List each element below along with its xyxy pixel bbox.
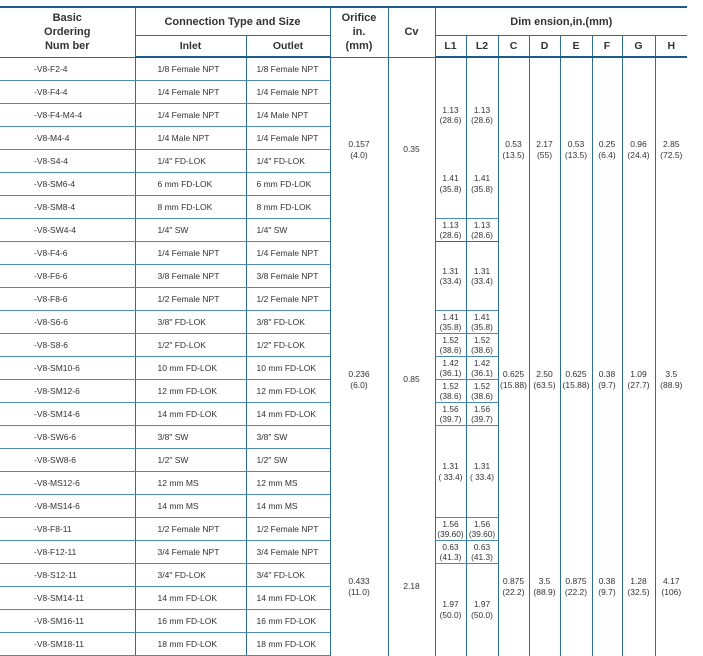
dim-e-value (560, 242, 592, 518)
orifice-mm: (11.0) (348, 586, 370, 597)
ordering-number: -V8-SW8-6 (0, 449, 135, 472)
dim-c-value (498, 518, 529, 656)
outlet-connection: 12 mm FD-LOK (246, 380, 330, 403)
dim-g-value (622, 57, 655, 242)
l1-value (435, 311, 466, 334)
inlet-connection: 1/4 Female NPT (135, 81, 246, 104)
cv-value: 0.85 (388, 242, 435, 518)
l2-value (466, 564, 498, 656)
l2-value (466, 334, 498, 357)
dim-h-value (655, 242, 687, 518)
outlet-connection: 16 mm FD-LOK (246, 610, 330, 633)
inlet-connection: 1/2 Female NPT (135, 288, 246, 311)
dim-h-value (655, 57, 687, 242)
l1-value (435, 219, 466, 242)
inlet-connection: 10 mm FD-LOK (135, 357, 246, 380)
l2-value (466, 150, 498, 219)
l2-mm: (36.1) (471, 368, 493, 378)
l2-value (466, 311, 498, 334)
header-g: G (622, 36, 655, 58)
l2-mm: (28.6) (471, 115, 493, 125)
l2-mm: (35.8) (471, 183, 493, 194)
dim-c-in: 0.53 (505, 138, 522, 149)
l1-in: 1.56 (442, 403, 459, 414)
dim-d-value (529, 518, 560, 656)
inlet-connection: 1/2 Female NPT (135, 518, 246, 541)
inlet-connection: 18 mm FD-LOK (135, 633, 246, 656)
ordering-number: -V8-SM14-11 (0, 587, 135, 610)
ordering-number: -V8-SW6-6 (0, 426, 135, 449)
l1-in: 1.97 (442, 599, 459, 610)
ordering-number: -V8-SM14-6 (0, 403, 135, 426)
ordering-number: -V8-SM12-6 (0, 380, 135, 403)
l2-mm: (50.0) (471, 609, 493, 620)
inlet-connection: 16 mm FD-LOK (135, 610, 246, 633)
l1-in: 1.52 (442, 334, 459, 345)
outlet-connection: 3/8" SW (246, 426, 330, 449)
l1-in: 1.13 (442, 219, 459, 230)
dim-e-value (560, 57, 592, 242)
inlet-connection: 12 mm MS (135, 472, 246, 495)
dim-f-value (592, 242, 622, 518)
header-basic-ordering: Basic Ordering Num ber (0, 7, 135, 57)
l2-mm: (38.6) (471, 345, 493, 355)
outlet-connection: 12 mm MS (246, 472, 330, 495)
l1-mm: (39.7) (439, 414, 462, 424)
l1-value (435, 564, 466, 656)
l1-mm: (35.8) (439, 322, 462, 332)
inlet-connection: 1/4" SW (135, 219, 246, 242)
inlet-connection: 8 mm FD-LOK (135, 196, 246, 219)
header-inlet: Inlet (135, 36, 246, 58)
dim-d-value (529, 242, 560, 518)
orifice-mm: (6.0) (350, 379, 368, 390)
dim-f-mm: (6.4) (598, 149, 616, 160)
dim-e-in: 0.53 (567, 138, 585, 149)
l2-in: 1.56 (473, 518, 491, 529)
l2-mm: (39.7) (471, 414, 493, 424)
l2-mm: ( 33.4) (470, 471, 494, 482)
l1-value (435, 150, 466, 219)
inlet-connection: 14 mm MS (135, 495, 246, 518)
outlet-connection: 1/2" SW (246, 449, 330, 472)
inlet-connection: 1/8 Female NPT (135, 57, 246, 81)
l2-mm: (33.4) (471, 276, 493, 286)
ordering-number: -V8-F4-6 (0, 242, 135, 265)
ordering-number: -V8-M4-4 (0, 127, 135, 150)
l1-mm: (35.8) (439, 183, 462, 194)
l2-in: 1.97 (473, 599, 491, 610)
l1-in: 1.56 (442, 518, 459, 529)
dim-d-in: 3.5 (538, 575, 551, 586)
dim-h-value (655, 518, 687, 656)
inlet-connection: 14 mm FD-LOK (135, 587, 246, 610)
ordering-number: -V8-F8-6 (0, 288, 135, 311)
l1-in: 1.52 (442, 380, 459, 391)
inlet-connection: 3/8" FD-LOK (135, 311, 246, 334)
ordering-number: -V8-F8-11 (0, 518, 135, 541)
ordering-number: -V8-SM6-4 (0, 173, 135, 196)
dim-h-mm: (72.5) (660, 149, 683, 160)
header-orifice: Orifice in.(mm) (330, 7, 388, 57)
ordering-number: -V8-F4-M4-4 (0, 104, 135, 127)
inlet-connection: 3/4" FD-LOK (135, 564, 246, 587)
l1-mm: (36.1) (439, 368, 462, 378)
dim-e-in: 0.625 (565, 368, 587, 379)
dim-e-mm: (13.5) (564, 149, 588, 160)
dim-f-in: 0.38 (598, 368, 616, 379)
dim-e-mm: (22.2) (564, 586, 588, 597)
dim-c-mm: (15.88) (500, 379, 527, 390)
header-l1: L1 (435, 36, 466, 58)
outlet-connection: 1/4" FD-LOK (246, 150, 330, 173)
header-c: C (498, 36, 529, 58)
header-outlet: Outlet (246, 36, 330, 58)
l1-mm: (28.6) (439, 115, 462, 125)
l1-value (435, 541, 466, 564)
l2-mm: (35.8) (471, 322, 493, 332)
dim-d-value (529, 57, 560, 242)
ordering-number: -V8-S6-6 (0, 311, 135, 334)
inlet-connection: 14 mm FD-LOK (135, 403, 246, 426)
inlet-connection: 3/8" SW (135, 426, 246, 449)
dim-g-mm: (27.7) (627, 379, 650, 390)
table-row (0, 242, 687, 265)
ordering-number: -V8-SW4-4 (0, 219, 135, 242)
l2-in: 1.31 (473, 461, 491, 471)
l2-value (466, 242, 498, 311)
outlet-connection: 1/2 Female NPT (246, 288, 330, 311)
l1-mm: ( 33.4) (438, 471, 463, 482)
dim-c-value (498, 57, 529, 242)
l2-in: 1.56 (473, 403, 491, 414)
inlet-connection: 12 mm FD-LOK (135, 380, 246, 403)
dim-f-value (592, 57, 622, 242)
l1-mm: (39.60) (437, 529, 464, 539)
l1-in: 1.13 (442, 104, 459, 115)
table-row (0, 57, 687, 81)
dim-g-value (622, 242, 655, 518)
dim-c-mm: (22.2) (502, 586, 525, 597)
ordering-number: -V8-F12-11 (0, 541, 135, 564)
outlet-connection: 3/8 Female NPT (246, 265, 330, 288)
dim-c-value (498, 242, 529, 518)
l1-mm: (50.0) (439, 609, 462, 620)
dim-f-mm: (9.7) (598, 586, 616, 597)
l2-mm: (39.60) (468, 529, 496, 539)
header-cv: Cv (388, 7, 435, 57)
ordering-number: -V8-MS12-6 (0, 472, 135, 495)
outlet-connection: 3/8" FD-LOK (246, 311, 330, 334)
l2-value (466, 357, 498, 380)
ordering-number: -V8-SM16-11 (0, 610, 135, 633)
l2-empty (466, 57, 498, 81)
l2-in: 1.31 (473, 265, 491, 276)
l1-mm: (28.6) (439, 230, 462, 240)
dim-d-in: 2.50 (536, 368, 553, 379)
orifice-value (330, 242, 388, 518)
l1-value (435, 334, 466, 357)
outlet-connection: 1/2" FD-LOK (246, 334, 330, 357)
ordering-number: -V8-S4-4 (0, 150, 135, 173)
orifice-mm: (4.0) (350, 149, 368, 160)
outlet-connection: 3/4" FD-LOK (246, 564, 330, 587)
orifice-in: 0.236 (348, 368, 370, 379)
l1-value (435, 518, 466, 541)
cv-value: 2.18 (388, 518, 435, 656)
l2-in: 1.52 (473, 380, 491, 391)
ordering-number: -V8-F2-4 (0, 57, 135, 81)
l2-mm: (28.6) (471, 230, 493, 240)
l1-mm: (38.6) (439, 345, 462, 355)
l1-mm: (38.6) (439, 391, 462, 401)
ordering-number: -V8-F4-4 (0, 81, 135, 104)
cv-value: 0.35 (388, 57, 435, 242)
outlet-connection: 8 mm FD-LOK (246, 196, 330, 219)
dim-f-in: 0.25 (598, 138, 616, 149)
dim-g-mm: (32.5) (627, 586, 650, 597)
dim-g-in: 1.09 (630, 368, 647, 379)
dim-e-value (560, 518, 592, 656)
outlet-connection: 14 mm FD-LOK (246, 587, 330, 610)
inlet-connection: 1/2" SW (135, 449, 246, 472)
inlet-connection: 6 mm FD-LOK (135, 173, 246, 196)
ordering-number: -V8-MS14-6 (0, 495, 135, 518)
ordering-number: -V8-S8-6 (0, 334, 135, 357)
header-connection: Connection Type and Size (135, 7, 330, 36)
dim-c-mm: (13.5) (502, 149, 525, 160)
dim-e-in: 0.875 (565, 575, 587, 586)
l2-in: 1.42 (473, 357, 491, 368)
l2-value (466, 81, 498, 150)
l2-value (466, 380, 498, 403)
header-e: E (560, 36, 592, 58)
orifice-value (330, 57, 388, 242)
l1-in: 1.31 (442, 461, 459, 471)
outlet-connection: 18 mm FD-LOK (246, 633, 330, 656)
header-l2: L2 (466, 36, 498, 58)
l1-value (435, 81, 466, 150)
l2-value (466, 219, 498, 242)
l2-value (466, 426, 498, 518)
outlet-connection: 1/4 Male NPT (246, 104, 330, 127)
l1-value (435, 242, 466, 311)
outlet-connection: 1/4" SW (246, 219, 330, 242)
dim-c-in: 0.625 (502, 368, 525, 379)
l1-in: 0.63 (442, 541, 459, 552)
dim-d-in: 2.17 (536, 138, 553, 149)
l1-value (435, 403, 466, 426)
ordering-number: -V8-SM18-11 (0, 633, 135, 656)
l2-value (466, 541, 498, 564)
header-h: H (655, 36, 687, 58)
l2-in: 1.52 (473, 334, 491, 345)
header-f: F (592, 36, 622, 58)
dim-h-mm: (106) (661, 586, 682, 597)
dim-h-in: 4.17 (663, 575, 680, 586)
dim-e-mm: (15.88) (562, 379, 590, 390)
l2-in: 1.13 (473, 104, 491, 115)
orifice-in: 0.433 (348, 575, 370, 586)
dim-h-in: 3.5 (665, 368, 678, 379)
l2-in: 0.63 (473, 541, 491, 552)
dim-c-in: 0.875 (502, 575, 525, 586)
dim-d-mm: (55) (536, 149, 553, 160)
ordering-number: -V8-S12-11 (0, 564, 135, 587)
dim-d-mm: (63.5) (533, 379, 556, 390)
l1-mm: (33.4) (439, 276, 462, 286)
l2-value (466, 518, 498, 541)
inlet-connection: 1/4" FD-LOK (135, 150, 246, 173)
l1-value (435, 357, 466, 380)
l1-in: 1.31 (442, 265, 459, 276)
outlet-connection: 1/4 Female NPT (246, 242, 330, 265)
l2-in: 1.41 (473, 173, 491, 184)
dim-d-mm: (88.9) (533, 586, 556, 597)
table-body (0, 57, 687, 656)
table-row (0, 518, 687, 541)
outlet-connection: 14 mm MS (246, 495, 330, 518)
ordering-table (0, 6, 687, 656)
l1-in: 1.41 (442, 173, 459, 184)
outlet-connection: 3/4 Female NPT (246, 541, 330, 564)
outlet-connection: 1/2 Female NPT (246, 518, 330, 541)
ordering-number: -V8-F6-6 (0, 265, 135, 288)
outlet-connection: 1/4 Female NPT (246, 81, 330, 104)
inlet-connection: 1/2" FD-LOK (135, 334, 246, 357)
inlet-connection: 3/8 Female NPT (135, 265, 246, 288)
inlet-connection: 1/4 Male NPT (135, 127, 246, 150)
ordering-number: -V8-SM10-6 (0, 357, 135, 380)
dim-g-value (622, 518, 655, 656)
dim-g-in: 0.96 (630, 138, 647, 149)
outlet-connection: 6 mm FD-LOK (246, 173, 330, 196)
l2-mm: (38.6) (471, 391, 493, 401)
outlet-connection: 10 mm FD-LOK (246, 357, 330, 380)
dim-f-value (592, 518, 622, 656)
outlet-connection: 1/4 Female NPT (246, 127, 330, 150)
l2-in: 1.41 (473, 311, 491, 322)
header-d: D (529, 36, 560, 58)
l1-mm: (41.3) (439, 552, 462, 562)
l2-value (466, 403, 498, 426)
dim-h-mm: (88.9) (660, 379, 683, 390)
orifice-in: 0.157 (348, 138, 370, 149)
inlet-connection: 3/4 Female NPT (135, 541, 246, 564)
dim-g-in: 1.28 (630, 575, 647, 586)
l1-value (435, 380, 466, 403)
inlet-connection: 1/4 Female NPT (135, 242, 246, 265)
ordering-number: -V8-SM8-4 (0, 196, 135, 219)
l1-value (435, 426, 466, 518)
outlet-connection: 14 mm FD-LOK (246, 403, 330, 426)
header-dimension: Dim ension,in.(mm) (435, 7, 687, 36)
l2-mm: (41.3) (471, 552, 493, 562)
l1-empty (435, 57, 466, 81)
dim-f-mm: (9.7) (598, 379, 616, 390)
l1-in: 1.42 (442, 357, 459, 368)
l2-in: 1.13 (473, 219, 491, 230)
inlet-connection: 1/4 Female NPT (135, 104, 246, 127)
dim-f-in: 0.38 (598, 575, 616, 586)
dim-g-mm: (24.4) (627, 149, 650, 160)
outlet-connection: 1/8 Female NPT (246, 57, 330, 81)
l1-in: 1.41 (442, 311, 459, 322)
orifice-value (330, 518, 388, 656)
dim-h-in: 2.85 (663, 138, 680, 149)
